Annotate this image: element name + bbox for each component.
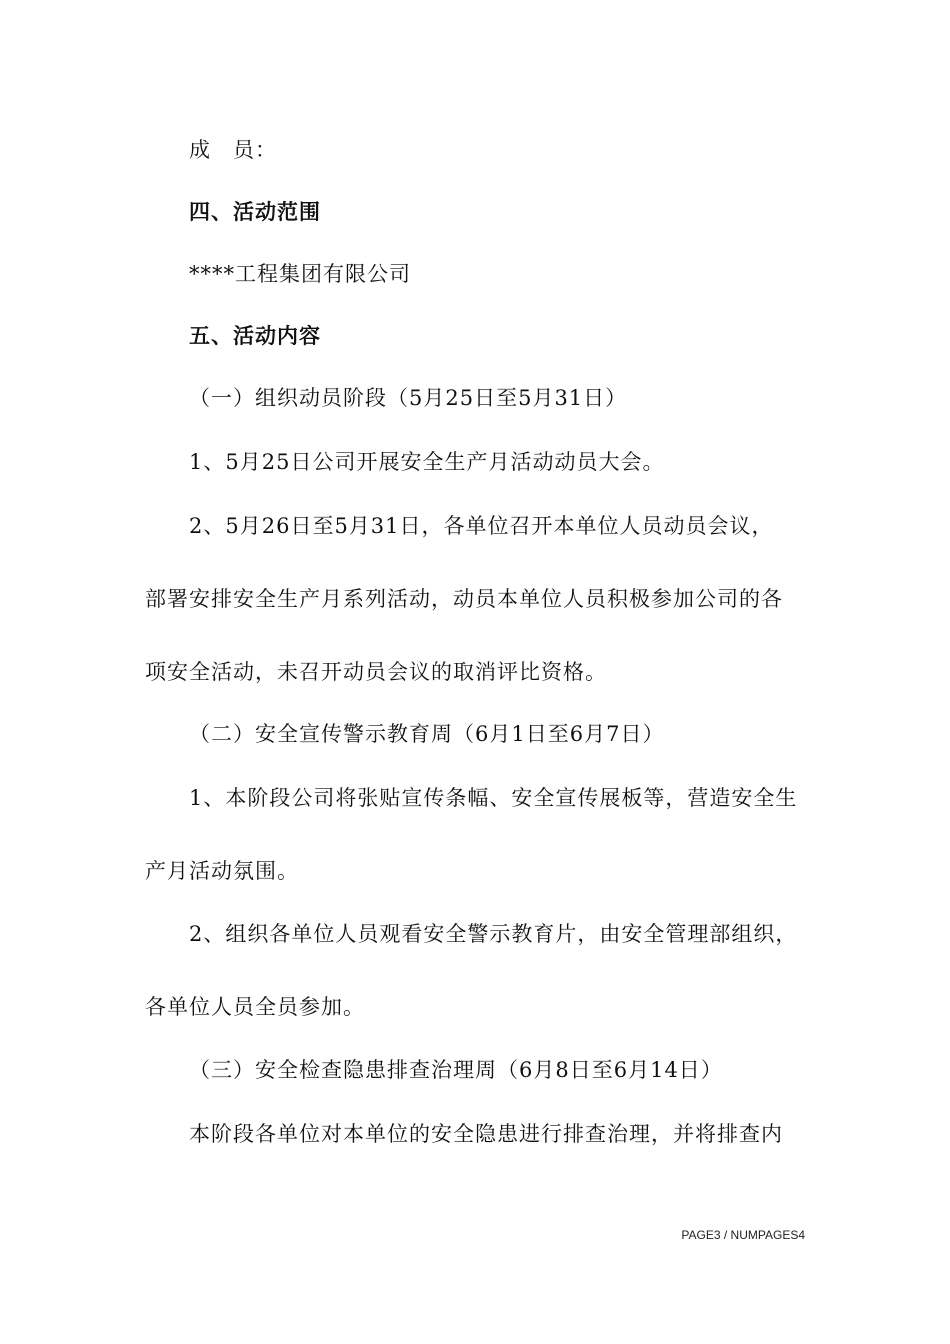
paragraph-line: 2、5月26日至5月31日，各单位召开本单位人员动员会议， <box>189 514 774 538</box>
scope-text: ****工程集团有限公司 <box>189 262 411 286</box>
subsection-heading-2: （二）安全宣传警示教育周（6月1日至6月7日） <box>189 722 665 746</box>
paragraph-line: 2、组织各单位人员观看安全警示教育片，由安全管理部组织， <box>189 922 798 946</box>
section-heading-content: 五、活动内容 <box>189 324 321 348</box>
paragraph-line: 1、本阶段公司将张贴宣传条幅、安全宣传展板等，营造安全生 <box>189 786 798 810</box>
subsection-heading-1: （一）组织动员阶段（5月25日至5月31日） <box>189 386 628 410</box>
paragraph-line: 本阶段各单位对本单位的安全隐患进行排查治理，并将排查内 <box>189 1122 783 1146</box>
paragraph-line: 项安全活动，未召开动员会议的取消评比资格。 <box>145 660 607 684</box>
subsection-heading-3: （三）安全检查隐患排查治理周（6月8日至6月14日） <box>189 1058 723 1082</box>
section-heading-scope: 四、活动范围 <box>189 200 321 224</box>
paragraph-line: 产月活动氛围。 <box>145 859 299 883</box>
paragraph-line: 部署安排安全生产月系列活动，动员本单位人员积极参加公司的各 <box>145 587 783 611</box>
paragraph-line: 1、5月25日公司开展安全生产月活动动员大会。 <box>189 450 665 474</box>
page-number-footer: PAGE3 / NUMPAGES4 <box>681 1228 805 1242</box>
members-line: 成 员： <box>189 138 277 162</box>
paragraph-line: 各单位人员全员参加。 <box>145 995 365 1019</box>
